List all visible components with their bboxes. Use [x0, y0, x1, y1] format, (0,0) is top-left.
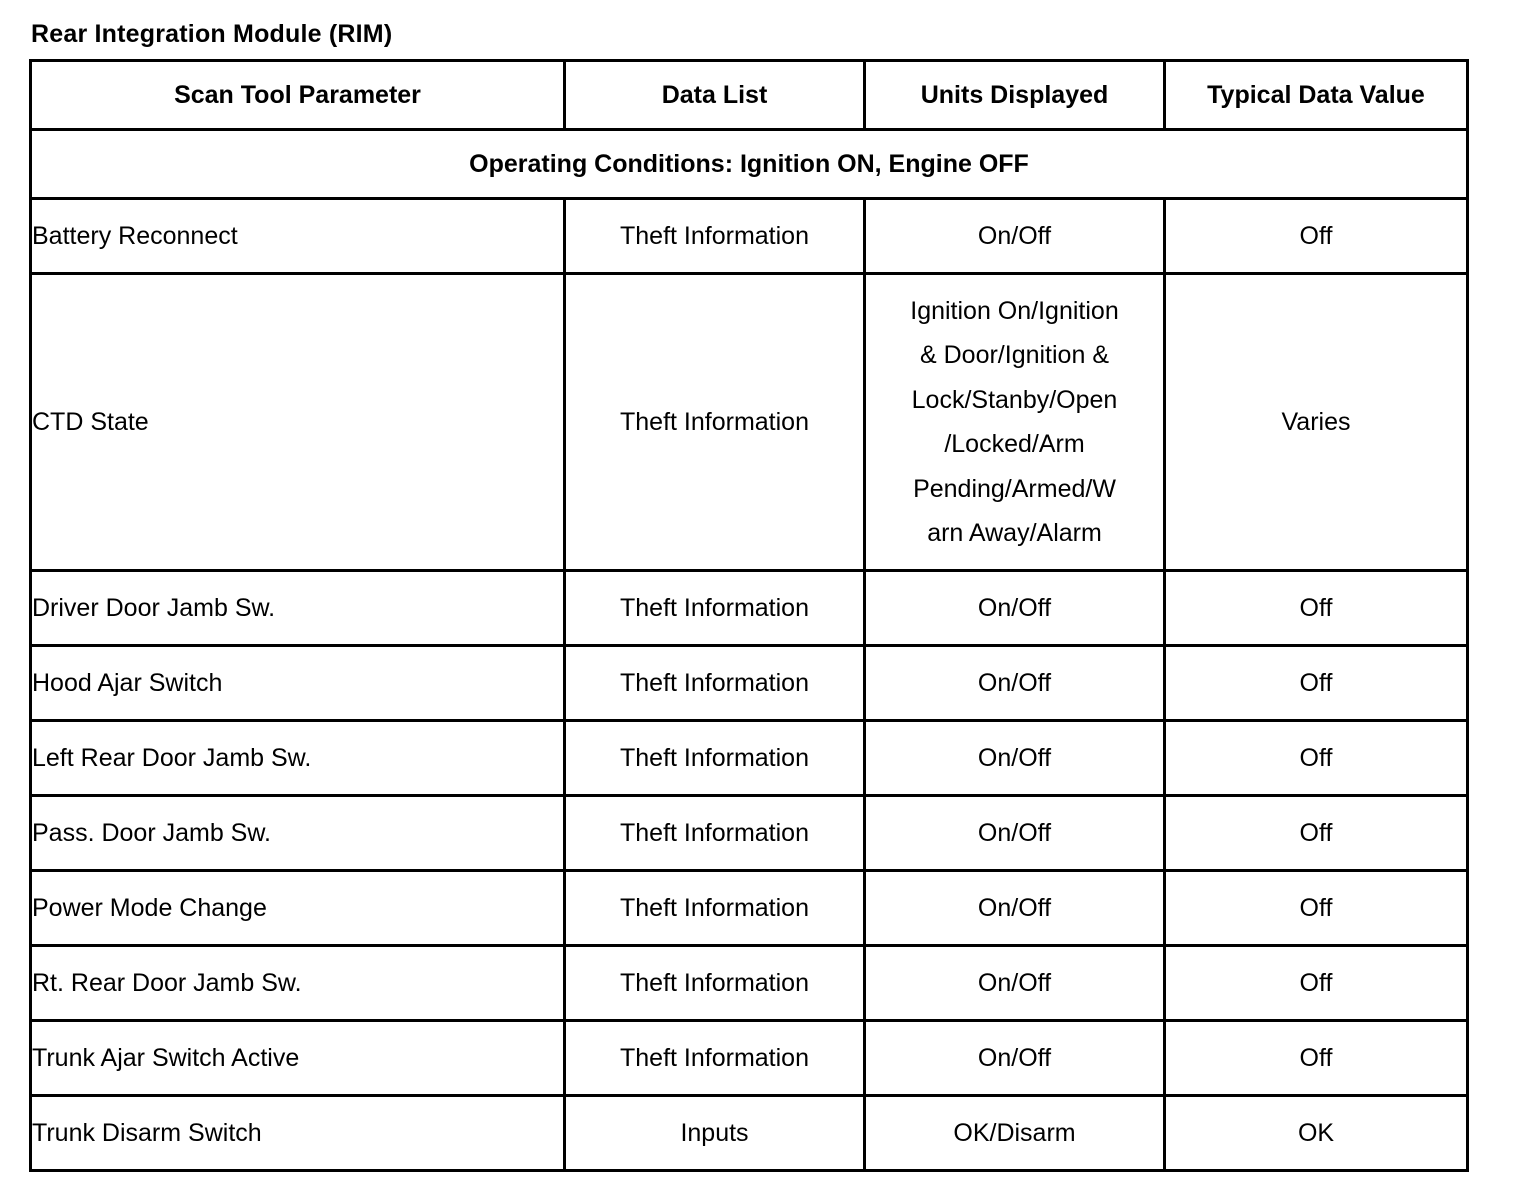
data-list-cell: Theft Information — [565, 721, 865, 796]
units-cell: On/Off — [865, 646, 1165, 721]
typical-value-cell: OK — [1165, 1096, 1468, 1171]
table-row — [31, 1021, 1468, 1096]
typical-value-cell: Off — [1165, 199, 1468, 274]
document-title: Rear Integration Module (RIM) — [31, 20, 393, 48]
parameter-cell: CTD State — [31, 274, 565, 571]
data-list-cell: Theft Information — [565, 571, 865, 646]
units-cell: On/Off — [865, 796, 1165, 871]
units-line: Lock/Stanby/Open — [911, 385, 1118, 414]
typical-value-cell: Off — [1165, 721, 1468, 796]
data-list-cell: Inputs — [565, 1096, 865, 1171]
operating-conditions-row — [31, 130, 1468, 199]
data-list-cell: Theft Information — [565, 946, 865, 1021]
header-scan-tool-parameter: Scan Tool Parameter — [31, 61, 565, 130]
typical-value-cell: Off — [1165, 796, 1468, 871]
units-cell: On/Off — [865, 199, 1165, 274]
rim-data-table — [29, 59, 1469, 1172]
units-line: & Door/Ignition & — [920, 341, 1109, 369]
parameter-cell: Trunk Ajar Switch Active — [31, 1021, 565, 1096]
header-data-list: Data List — [565, 61, 865, 130]
units-cell: On/Off — [865, 721, 1165, 796]
operating-conditions: Operating Conditions: Ignition ON, Engine OFF — [31, 130, 1468, 199]
data-list-cell: Theft Information — [565, 646, 865, 721]
typical-value-cell: Varies — [1165, 274, 1468, 571]
parameter-cell: Driver Door Jamb Sw. — [31, 571, 565, 646]
typical-value-cell: Off — [1165, 946, 1468, 1021]
data-list-cell: Theft Information — [565, 274, 865, 571]
typical-value-cell: Off — [1165, 646, 1468, 721]
parameter-cell: Battery Reconnect — [31, 199, 565, 274]
units-line: Ignition On/Ignition — [910, 296, 1119, 325]
parameter-cell: Rt. Rear Door Jamb Sw. — [31, 946, 565, 1021]
table-row — [31, 1096, 1468, 1171]
units-line: arn Away/Alarm — [927, 519, 1102, 547]
table-row — [31, 199, 1468, 274]
units-cell: OK/Disarm — [865, 1096, 1165, 1171]
table-row — [31, 274, 1468, 571]
table-row — [31, 871, 1468, 946]
data-list-cell: Theft Information — [565, 199, 865, 274]
table-row — [31, 646, 1468, 721]
table-row — [31, 796, 1468, 871]
parameter-cell: Trunk Disarm Switch — [31, 1096, 565, 1171]
units-line: Pending/Armed/W — [913, 474, 1116, 503]
parameter-cell: Left Rear Door Jamb Sw. — [31, 721, 565, 796]
table-row — [31, 721, 1468, 796]
units-cell — [865, 274, 1165, 571]
header-typical-data-value: Typical Data Value — [1165, 61, 1468, 130]
typical-value-cell: Off — [1165, 1021, 1468, 1096]
data-list-cell: Theft Information — [565, 796, 865, 871]
parameter-cell: Power Mode Change — [31, 871, 565, 946]
typical-value-cell: Off — [1165, 571, 1468, 646]
parameter-cell: Pass. Door Jamb Sw. — [31, 796, 565, 871]
typical-value-cell: Off — [1165, 871, 1468, 946]
table-row — [31, 571, 1468, 646]
units-line: /Locked/Arm — [944, 430, 1085, 458]
header-row — [31, 61, 1468, 130]
units-cell: On/Off — [865, 871, 1165, 946]
units-cell: On/Off — [865, 1021, 1165, 1096]
data-list-cell: Theft Information — [565, 871, 865, 946]
units-cell: On/Off — [865, 571, 1165, 646]
table-row — [31, 946, 1468, 1021]
data-list-cell: Theft Information — [565, 1021, 865, 1096]
parameter-cell: Hood Ajar Switch — [31, 646, 565, 721]
units-cell: On/Off — [865, 946, 1165, 1021]
header-units-displayed: Units Displayed — [865, 61, 1165, 130]
